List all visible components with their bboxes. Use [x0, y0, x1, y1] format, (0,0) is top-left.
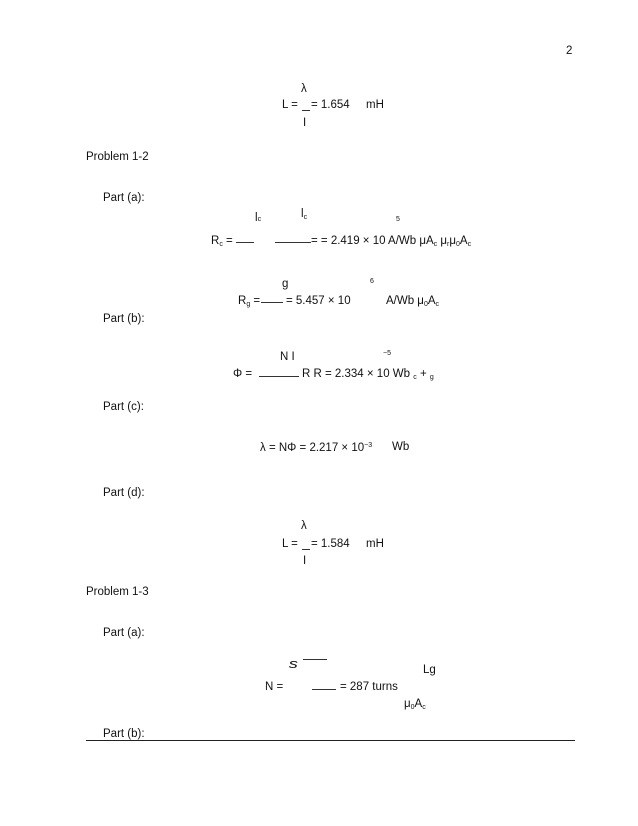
- eq-unit: mH: [366, 538, 384, 550]
- sqrt-bar: [303, 659, 327, 660]
- flux-exponent: −5: [383, 350, 391, 357]
- eq-denominator: I: [303, 117, 307, 129]
- problem-heading: Problem 1-2: [86, 151, 149, 163]
- fraction-bar: [236, 242, 254, 243]
- fraction-bar: [302, 110, 310, 111]
- rg-rhs: = 5.457 × 10: [286, 295, 351, 307]
- part-label: Part (d):: [103, 487, 145, 499]
- eq-rhs: = 1.654: [311, 99, 350, 111]
- fraction-bar: [259, 376, 299, 377]
- page-number: 2: [566, 45, 573, 57]
- eq-denominator: I: [303, 555, 307, 567]
- eq-rhs: = 1.584: [311, 538, 350, 550]
- lg-term: Lg: [423, 664, 436, 676]
- part-label: Part (a):: [103, 192, 145, 204]
- eq-unit: mH: [366, 99, 384, 111]
- rc-num2: lc: [301, 208, 308, 221]
- fraction-bar: [312, 689, 336, 690]
- flux-numerator: N I: [280, 351, 295, 363]
- rc-lhs: $R_c$ =: [211, 235, 233, 248]
- linkage-eq: $\lambda = N\Phi = 2.217 \times 10^{-3}$: [260, 442, 373, 454]
- eq-lhs: L =: [282, 99, 298, 111]
- eq-lhs: L =: [282, 538, 298, 550]
- part-label: Part (a):: [103, 627, 145, 639]
- rg-exponent: 6: [370, 278, 374, 285]
- eq-numerator: λ: [301, 83, 307, 95]
- flux-rhs: R R = 2.334 × 10 Wb $_c$ + $_g$: [302, 368, 434, 381]
- rc-num1: lc: [255, 212, 262, 224]
- problem-heading: Problem 1-3: [86, 586, 149, 598]
- horizontal-rule: [86, 740, 575, 741]
- fraction-bar: [261, 302, 283, 303]
- rg-lhs: $R_g$ =: [238, 295, 261, 308]
- turns-rhs: = 287 turns: [340, 681, 398, 693]
- turns-denominator: $\mu_0A_c$: [404, 698, 426, 711]
- part-label: Part (b):: [103, 313, 145, 325]
- part-label: Part (b):: [103, 728, 145, 740]
- fraction-bar: [302, 549, 310, 550]
- rg-numerator: g: [282, 278, 289, 290]
- flux-lhs: Φ =: [233, 368, 253, 380]
- turns-lhs: N =: [265, 681, 284, 693]
- sqrt-symbol: s: [288, 656, 298, 671]
- fraction-bar: [275, 242, 311, 243]
- linkage-unit: Wb: [392, 441, 410, 453]
- eq-numerator: λ: [301, 520, 307, 532]
- part-label: Part (c):: [103, 401, 144, 413]
- rc-exponent: 5: [396, 216, 400, 223]
- rc-rhs: = = 2.419 × 10 A/Wb $\mu A_c$ $\mu_r\mu_0A_c$: [311, 235, 472, 248]
- rg-unit: A/Wb $\mu_0A_c$: [386, 295, 440, 308]
